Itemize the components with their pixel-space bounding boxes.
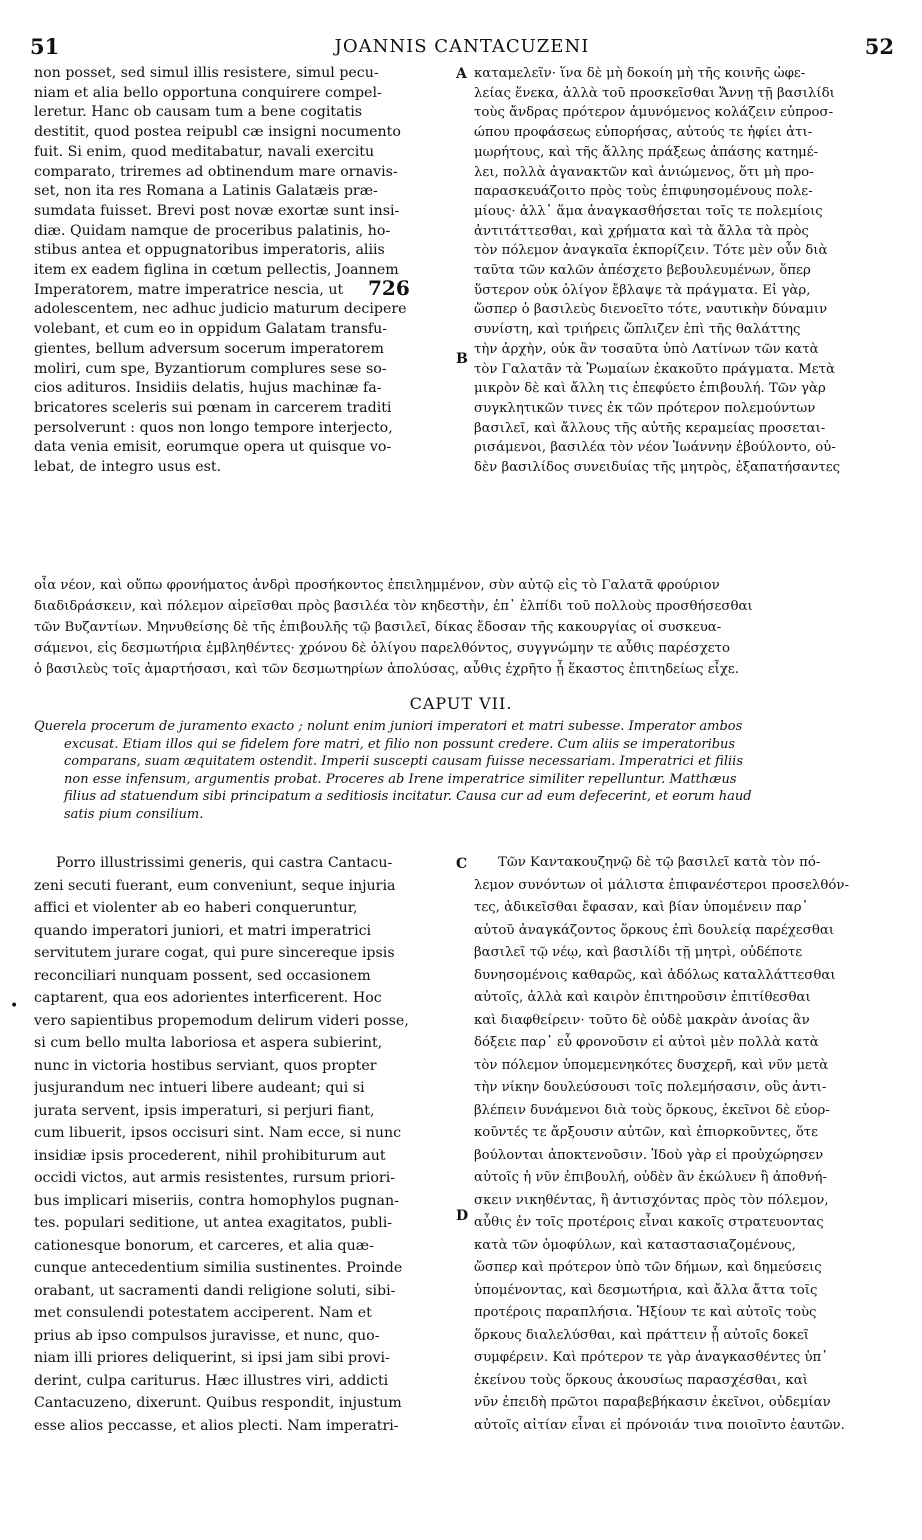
- latin-text-line: cios adituros. Insidiis delatis, hujus machinæ fa-: [34, 380, 382, 397]
- greek-text-line: ταῦτα τῶν καλῶν ἀπέσχετο βεβουλευμένων, ὅπερ: [474, 263, 811, 279]
- greek-text-line: μωρήτους, καὶ τῆς ἄλλης πράξεως ἁπάσης κατημέ-: [474, 144, 819, 160]
- latin-text-line: fuit. Si enim, quod meditabatur, navali exercitu: [34, 143, 375, 160]
- greek-text-line: ὁ βασιλεὺς τοῖς ἁμαρτήσασι, καὶ τῶν δεσμωτηρίων ἀπολύσας, αὖθις ἐχρῆτο ᾗ ἕκαστος ἐπιτηδείως εἶχε.: [34, 662, 740, 677]
- latin-text-line: nunc in victoria hostibus serviant, quos propter: [34, 1057, 377, 1074]
- greek-text-line: διαδιδράσκειν, καὶ πόλεμον αἱρεῖσθαι πρὸς βασιλέα τὸν κηδεστὴν, ἐπ᾽ ἐλπίδι τοῦ πολλοὺς προσθήσεσθαι: [34, 599, 753, 614]
- greek-text-line: τῶν Βυζαντίων. Μηνυθείσης δὲ τῆς ἐπιβουλῆς τῷ βασιλεῖ, δίκας ἔδοσαν τῆς κακουργίας οἱ συσκευα-: [34, 620, 722, 635]
- greek-text-line: μίους· ἀλλ᾽ ἅμα ἀναγκασθήσεται τοῖς τε πολεμίοις: [474, 203, 823, 219]
- summary-line: comparans, suam æquitatem ostendit. Imperii suscepti causam fuisse necessariam. Imperatrici et filiis: [64, 754, 743, 770]
- latin-text-line: met consulendi potestatem acciperent. Nam et: [34, 1305, 372, 1321]
- latin-text-line: derint, culpa cariturus. Hæc illustres viri, addicti: [34, 1372, 389, 1389]
- greek-text-line: κοῦντές τε ἄρξουσιν αὐτῶν, καὶ ἐπιορκοῦντες, ὅτε: [474, 1125, 818, 1140]
- latin-text-line: niam illi priores deliquerint, si ipsi jam sibi provi-: [34, 1350, 390, 1366]
- latin-text-line: zeni secuti fuerant, eum conveniunt, seque injuria: [34, 877, 396, 894]
- latin-text-line: affici et violenter ab eo haberi conqueruntur,: [34, 900, 358, 916]
- margin-letter-c: C: [456, 856, 468, 872]
- greek-text-line: ώπου προφάσεως εὐπορήσας, αὐτούς τε ἠφίει ἀτι-: [474, 125, 813, 141]
- latin-text-line: persolverunt : quos non longo tempore interjecto,: [34, 419, 393, 436]
- greek-text-line: βασιλεῖ, καὶ ἄλλους τῆς αὐτῆς κεραμείας προσεται-: [474, 420, 826, 436]
- latin-text-line: comparato, triremes ad obtinendum mare ornavis-: [34, 163, 398, 180]
- greek-text-line: λεμον συνόντων οἱ μάλιστα ἐπιφανέστεροι προσελθόν-: [474, 877, 849, 893]
- greek-text-line: ἀντιτάττεσθαι, καὶ χρήματα καὶ τὰ ἄλλα τὰ πρὸς: [474, 223, 809, 239]
- greek-text-line: οἷα νέον, καὶ οὔπω φρονήματος ἀνδρὶ προσήκοντος ἐπειλημμένον, σὺν αὐτῷ εἰς τὸ Γαλατᾶ φρούριον: [34, 578, 720, 593]
- margin-letter-d: D: [456, 1208, 469, 1224]
- margin-letter-b: B: [456, 351, 468, 367]
- greek-column-bottom: [474, 852, 894, 1437]
- latin-column-top: [34, 64, 452, 478]
- latin-text-line: sumdata fuisset. Brevi post novæ exortæ sunt insi-: [34, 202, 400, 219]
- greek-text-line: νῦν ἐπειδὴ πρῶτοι παραβεβήκασιν ἐκεῖνοι, οὐδεμίαν: [474, 1395, 831, 1410]
- greek-text-line: βλέπειν δυνάμενοι διὰ τοὺς ὅρκους, ἐκεῖνοι δὲ εὐορ-: [474, 1102, 830, 1118]
- latin-text-line: adolescentem, nec adhuc judicio maturum decipere: [34, 301, 407, 318]
- summary-line: filius ad statuendum sibi principatum a seditiosis incitatur. Causa cur ad eum defecerint, et eorum haud: [64, 789, 752, 805]
- latin-text-line: orabant, ut sacramenti dandi religione soluti, sibi-: [34, 1282, 396, 1299]
- greek-text-line: ἐκείνου τοὺς ὅρκους ἀκουσίως παρασχέσθαι, καὶ: [474, 1372, 808, 1388]
- greek-text-line: συγκλητικῶν τινες ἐκ τῶν πρότερον πολεμούντων: [474, 400, 816, 416]
- latin-text-line: Porro illustrissimi generis, qui castra Cantacu-: [56, 855, 393, 871]
- greek-text-line: δόξειε παρ᾽ εὖ φρονοῦσιν εἰ αὐτοὶ μὲν πολλὰ κατὰ: [474, 1035, 819, 1050]
- latin-text-line: set, non ita res Romana a Latinis Galatæis præ-: [34, 183, 378, 200]
- greek-full-width-text: [34, 575, 892, 680]
- latin-text-line: bus implicari miseriis, contra homophylos pugnan-: [34, 1192, 399, 1209]
- page-number-right: 52: [864, 34, 894, 59]
- summary-line: Querela procerum de juramento exacto ; nolunt enim juniori imperatori et matri subesse. Imperator ambos: [34, 719, 743, 734]
- latin-text-line: esse alios peccasse, et alios plecti. Nam imperatri-: [34, 1417, 399, 1434]
- latin-text-line: captarent, qua eos adorientes interficerent. Hoc: [34, 990, 382, 1006]
- greek-text-line: τοὺς ἄνδρας πρότερον ἀμυνόμενος κολάζειν εὐπροσ-: [474, 105, 834, 121]
- greek-text-line: βασιλεῖ τῷ νέῳ, καὶ βασιλίδι τῇ μητρὶ, οὐδέποτε: [474, 945, 803, 960]
- latin-text-line: cationesque bonorum, et carceres, et alia quæ-: [34, 1237, 374, 1254]
- greek-text-line: συνίστη, καὶ τριήρεις ὥπλιζεν ἐπὶ τῆς θαλάττης: [474, 322, 801, 338]
- greek-text-line: καὶ διαφθείρειν· τοῦτο δὲ οὐδὲ μακρὰν ἀνοίας ἂν: [474, 1012, 810, 1028]
- greek-text-line: ρισάμενοι, βασιλέα τὸν νέον Ἰωάννην ἐβούλοντο, οὐ-: [474, 440, 836, 456]
- greek-text-line: αὐτοῦ ἀναγκάζοντος ὅρκους ἐπὶ δουλείᾳ παρέχεσθαι: [474, 922, 835, 938]
- latin-text-line: occidi victos, aut armis resistentes, rursum priori-: [34, 1170, 396, 1186]
- latin-text-line: data venia emisit, eorumque opera ut quisque vo-: [34, 439, 392, 456]
- summary-line: non esse infensum, argumentis probat. Proceres ab Irene imperatrice similiter repelluntur. Matthæus: [64, 771, 737, 787]
- latin-text-line: leretur. Hanc ob causam tum a bene cogitatis: [34, 104, 363, 121]
- latin-text-line: vero sapientibus propemodum delirum videri posse,: [34, 1012, 409, 1029]
- summary-line: satis pium consilium.: [64, 806, 204, 822]
- latin-text-line: moliri, cum spe, Byzantiorum complures sese so-: [34, 360, 387, 377]
- latin-text-line: volebant, et cum eo in oppidum Galatam transfu-: [34, 321, 388, 338]
- greek-text-line: τὴν ἀρχὴν, οὐκ ἂν τοσαῦτα ὑπὸ Λατίνων τῶν κατὰ: [474, 341, 819, 357]
- latin-text-line: cunque antecedentium similia sustinentes. Proinde: [34, 1260, 403, 1276]
- latin-text-line: servitutem jurare cogat, qui pure sincereque ipsis: [34, 945, 395, 961]
- greek-text-line: λείας ἕνεκα, ἀλλὰ τοῦ προσκεῖσθαι Ἄννῃ τῇ βασιλίδι: [474, 85, 835, 101]
- latin-text-line: item ex eadem figlina in cœtum pellectis, Joannem: [34, 262, 399, 279]
- greek-text-line: ὥσπερ ὁ βασιλεὺς διενοεῖτο τότε, ναυτικὴν δύναμιν: [474, 302, 828, 318]
- summary-line: excusat. Etiam illos qui se fidelem fore matri, et filio non possunt credere. Cum aliis se imperatoribus: [64, 736, 736, 752]
- greek-text-line: ὑπομένοντας, καὶ δεσμωτήρια, καὶ ἄλλα ἄττα τοῖς: [474, 1282, 818, 1298]
- latin-text-line: lebat, de integro usus est.: [34, 459, 222, 476]
- greek-text-line: ὥσπερ καὶ πρότερον ὑπὸ τῶν δήμων, καὶ δημεύσεις: [474, 1260, 822, 1275]
- greek-text-line: συμφέρειν. Καὶ πρότερον τε γὰρ ἀναγκασθέντες ὑπ᾽: [474, 1350, 828, 1365]
- margin-letter-a: A: [456, 66, 467, 82]
- greek-text-line: τὴν νίκην δουλεύσουσι τοῖς πολεμήσασιν, οὓς ἀντι-: [474, 1080, 827, 1095]
- greek-text-line: τες, ἀδικεῖσθαι ἔφασαν, καὶ βίαν ὑπομένειν παρ᾽: [474, 900, 809, 915]
- latin-text-line: reconciliari nunquam possent, sed occasionem: [34, 967, 371, 984]
- latin-text-line: Imperatorem, matre imperatrice nescia, ut: [34, 281, 344, 298]
- page-number-left: 51: [30, 34, 60, 59]
- page-header: [30, 34, 894, 60]
- greek-text-line: τὸν πόλεμον ὑπομεμενηκότες δυσχερῆ, καὶ νῦν μετὰ: [474, 1057, 829, 1073]
- chapter-summary: [34, 718, 894, 824]
- greek-text-line: μικρὸν δὲ καὶ ἄλλη τις ἐπεφύετο ἐπιβουλή. Τῶν γὰρ: [474, 381, 826, 397]
- greek-text-line: λει, πολλὰ ἀγανακτῶν καὶ ἀνιώμενος, ὅτι μὴ προ-: [474, 164, 814, 180]
- greek-text-line: ὅρκους διαλελύσθαι, καὶ πράττειν ᾗ αὐτοῖς δοκεῖ: [474, 1327, 809, 1343]
- latin-text-line: non posset, sed simul illis resistere, simul pecu-: [34, 65, 379, 81]
- greek-text-line: παρασκευάζοιτο πρὸς τοὺς ἐπιφυησομένους πολε-: [474, 184, 813, 200]
- greek-text-line: αὐτοῖς, ἀλλὰ καὶ καιρὸν ἐπιτηροῦσιν ἐπιτίθεσθαι: [474, 990, 811, 1005]
- greek-text-line: κατὰ τῶν ὁμοφύλων, καὶ καταστασιαζομένους,: [474, 1237, 796, 1253]
- greek-text-line: τὸν πόλεμον ἀναγκαῖα ἐκπορίζειν. Τότε μὲν οὖν διὰ: [474, 243, 828, 259]
- greek-text-line: προτέροις παραπλήσια. Ἠξίουν τε καὶ αὐτοῖς τοὺς: [474, 1305, 817, 1320]
- greek-text-line: δυνησομένοις καθαρῶς, καὶ ἀδόλως καταλλάττεσθαι: [474, 967, 836, 983]
- greek-text-line: τὸν Γαλατᾶν τὰ Ῥωμαίων ἐκακοῦτο πράγματα. Μετὰ: [474, 361, 835, 377]
- latin-text-line: insidiæ ipsis procederent, nihil prohibiturum aut: [34, 1147, 386, 1164]
- greek-text-line: σάμενοι, εἰς δεσμωτήρια ἐμβληθέντες· χρόνου δὲ ὀλίγου παρελθόντος, συγγνώμην τε αὖθις παρέσχετο: [34, 641, 731, 656]
- latin-text-line: jusjurandum nec intueri libere audeant; qui si: [34, 1080, 365, 1096]
- latin-text-line: diæ. Quidam namque de proceribus palatinis, ho-: [34, 222, 391, 239]
- greek-column-top: [474, 64, 894, 478]
- latin-text-line: stibus antea et oppugnatoribus imperatoris, aliis: [34, 242, 385, 259]
- chapter-title: CAPUT VII.: [409, 694, 513, 713]
- latin-text-line: destitit, quod postea reipubl cæ insigni nocumento: [34, 124, 401, 141]
- latin-column-bottom: [34, 852, 452, 1437]
- greek-text-line: αὐτοῖς ἡ νῦν ἐπιβουλή, οὐδὲν ἂν ἐκώλυεν ἢ ἀποθνή-: [474, 1170, 827, 1185]
- latin-text-line: bricatores sceleris sui pœnam in carcerem traditi: [34, 399, 392, 416]
- greek-text-line: Τῶν Καντακουζηνῷ δὲ τῷ βασιλεῖ κατὰ τὸν πό-: [498, 855, 821, 870]
- latin-text-line: niam et alia bello opportuna conquirere compel-: [34, 84, 382, 101]
- latin-text-line: tes. populari seditione, ut antea exagitatos, publi-: [34, 1215, 393, 1231]
- latin-text-line: gientes, bellum adversum socerum imperatorem: [34, 340, 384, 357]
- latin-text-line: prius ab ipso compulsos juravisse, et nunc, quo-: [34, 1327, 380, 1344]
- latin-text-line: si cum bello multa laboriosa et aspera subierint,: [34, 1035, 383, 1051]
- greek-text-line: βούλονται ἀποκτενοῦσιν. Ἰδοὺ γὰρ εἰ προὐχώρησεν: [474, 1147, 824, 1163]
- latin-text-line: Cantacuzeno, dixerunt. Quibus respondit, injustum: [34, 1395, 402, 1411]
- greek-text-line: σκειν νικηθέντας, ἢ ἀντισχόντας πρὸς τὸν πόλεμον,: [474, 1192, 829, 1208]
- greek-text-line: δὲν βασιλίδος συνειδυίας τῆς μητρὸς, ἐξαπατήσαντες: [474, 460, 841, 476]
- margin-number: 726: [368, 276, 410, 300]
- latin-text-line: cum libuerit, ipsos occisuri sint. Nam ecce, si nunc: [34, 1125, 402, 1141]
- running-title: JOANNIS CANTACUZENI: [334, 36, 590, 57]
- greek-text-line: ὕστερον οὐκ ὀλίγον ἔβλαψε τὰ πράγματα. Εἰ γὰρ,: [474, 282, 811, 298]
- greek-text-line: αὖθις ἐν τοῖς προτέροις εἶναι κακοῖς στρατευοντας: [474, 1215, 824, 1230]
- greek-text-line: αὐτοῖς αἰτίαν εἶναι εἰ πρόνοιάν τινα ποιοῖντο ἑαυτῶν.: [474, 1417, 845, 1433]
- greek-text-line: καταμελεῖν· ἵνα δὲ μὴ δοκοίη μὴ τῆς κοινῆς ὠφε-: [474, 66, 806, 81]
- latin-text-line: jurata servent, ipsis imperaturi, si perjuri fiant,: [34, 1102, 375, 1119]
- latin-text-line: quando imperatori juniori, et matri imperatrici: [34, 922, 372, 939]
- margin-bullet: •: [10, 998, 19, 1014]
